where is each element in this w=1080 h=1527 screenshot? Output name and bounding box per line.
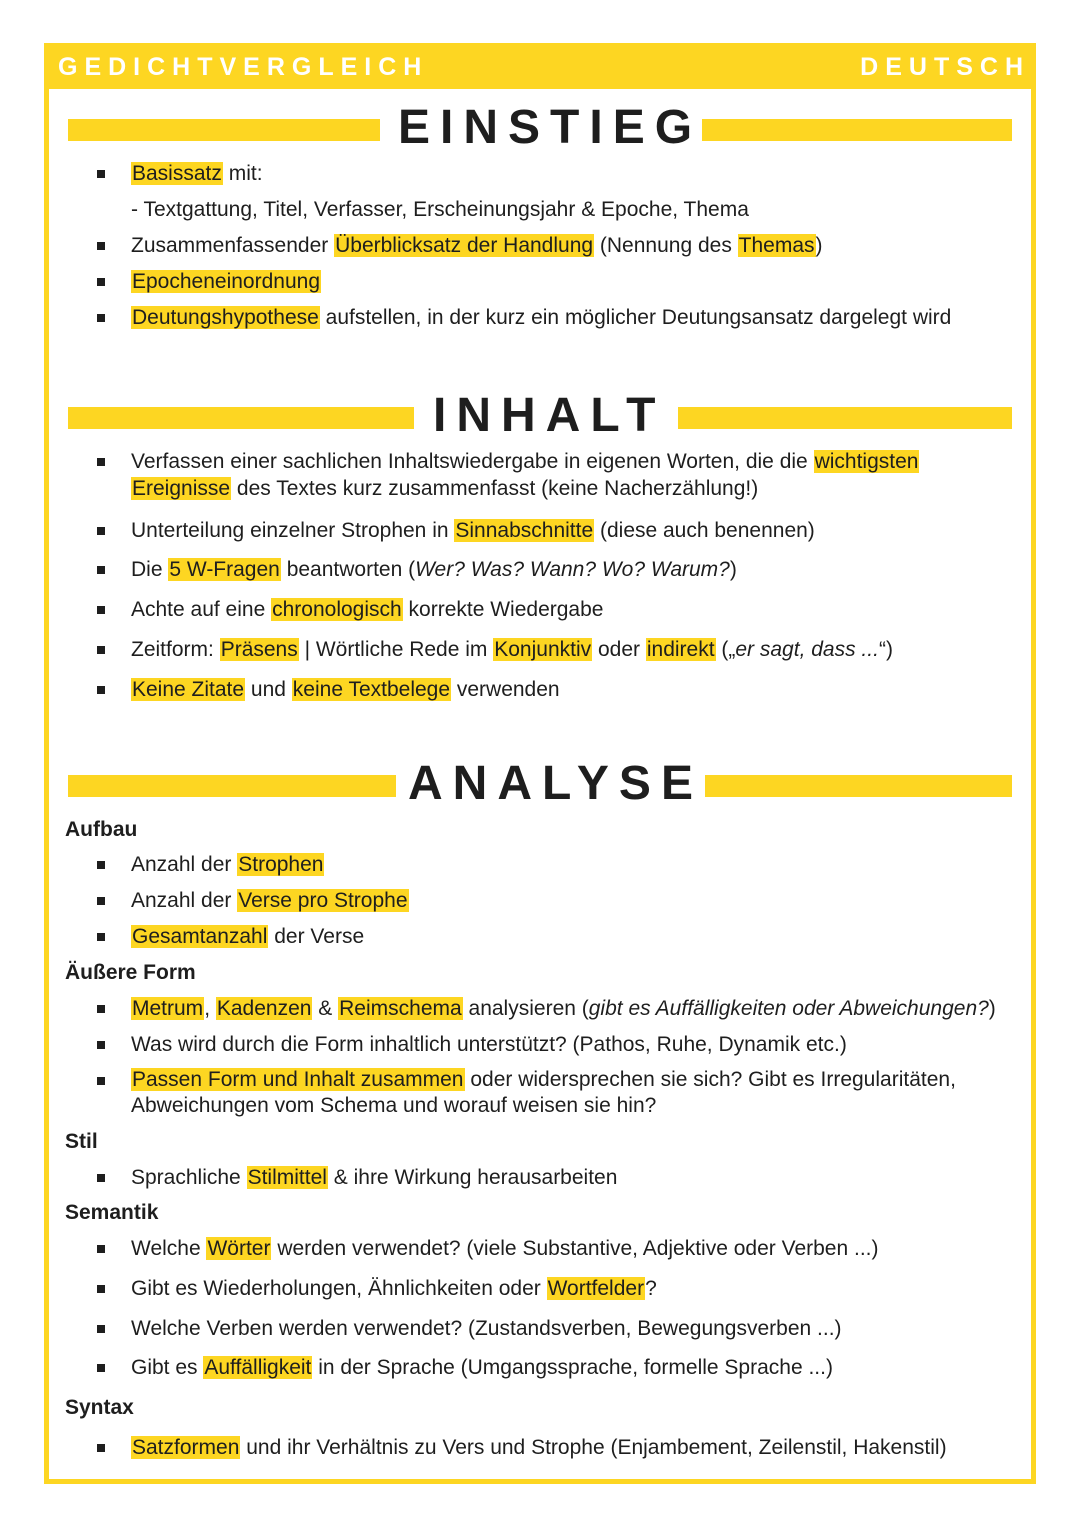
subsection-label-form: Äußere Form xyxy=(65,961,196,984)
header-right-title: DEUTSCH xyxy=(860,53,1030,81)
section-title: INHALT xyxy=(433,389,666,442)
list-item: Deutungshypothese aufstellen, in der kurz ein möglicher Deutungsansatz dargelegt wird xyxy=(132,306,952,329)
highlight: Wörter xyxy=(207,1237,271,1260)
bullet-icon xyxy=(97,861,105,869)
list-item: Zeitform: Präsens | Wörtliche Rede im Konjunktiv oder indirekt („er sagt, dass ...“) xyxy=(131,638,893,661)
bullet-icon xyxy=(97,242,105,250)
heading-bar-left xyxy=(68,407,414,429)
list-item: Keine Zitate und keine Textbelege verwenden xyxy=(132,678,560,701)
subsection-label-aufbau: Aufbau xyxy=(65,818,138,841)
highlight: Ereignisse xyxy=(132,477,231,500)
highlight: Präsens xyxy=(220,638,298,661)
list-item: Was wird durch die Form inhaltlich unterstützt? (Pathos, Ruhe, Dynamik etc.) xyxy=(131,1033,847,1056)
bullet-icon xyxy=(97,1174,105,1182)
bullet-icon xyxy=(97,1364,105,1372)
list-item: Anzahl der Strophen xyxy=(131,853,324,876)
list-item: Welche Verben werden verwendet? (Zustandsverben, Bewegungsverben ...) xyxy=(131,1317,842,1340)
section-heading-analyse xyxy=(68,756,1012,812)
highlight: Deutungshypothese xyxy=(132,306,319,329)
subsection-label-stil: Stil xyxy=(65,1130,98,1153)
list-item: Sprachliche Stilmittel & ihre Wirkung herausarbeiten xyxy=(131,1166,618,1189)
highlight: Reimschema xyxy=(339,997,462,1020)
list-subitem: - Textgattung, Titel, Verfasser, Erscheinungsjahr & Epoche, Thema xyxy=(131,198,749,221)
highlight: Passen Form und Inhalt zusammen xyxy=(132,1068,464,1091)
highlight: Keine Zitate xyxy=(132,678,245,701)
bullet-icon xyxy=(97,1245,105,1253)
bullet-icon xyxy=(97,314,105,322)
highlight: Themas xyxy=(738,234,815,257)
heading-bar-right xyxy=(678,407,1012,429)
list-item: Passen Form und Inhalt zusammen oder widersprechen sie sich? Gibt es Irregularitäten, Abweichungen vom Schema und worauf weisen sie hin? xyxy=(131,1068,956,1117)
heading-bar-right xyxy=(705,775,1012,797)
list-item: Basissatz mit: xyxy=(132,162,263,185)
list-item xyxy=(131,268,1011,295)
highlight: Konjunktiv xyxy=(494,638,592,661)
list-item: Gibt es Auffälligkeit in der Sprache (Umgangssprache, formelle Sprache ...) xyxy=(131,1356,833,1379)
section-title: EINSTIEG xyxy=(398,101,703,154)
list-item: Satzformen und ihr Verhältnis zu Vers und Strophe (Enjambement, Zeilenstil, Hakenstil) xyxy=(132,1436,947,1459)
list-item: Anzahl der Verse pro Strophe xyxy=(131,889,408,912)
highlight: indirekt xyxy=(646,638,715,661)
bullet-icon xyxy=(97,566,105,574)
bullet-icon xyxy=(97,170,105,178)
highlight: Auffälligkeit xyxy=(204,1356,312,1379)
highlight: Wortfelder xyxy=(547,1277,645,1300)
header-bar xyxy=(44,43,1036,89)
bullet-icon xyxy=(97,1041,105,1049)
bullet-icon xyxy=(97,933,105,941)
bullet-icon xyxy=(97,646,105,654)
subsection-label-semantik: Semantik xyxy=(65,1201,159,1224)
list-item: Metrum, Kadenzen & Reimschema analysieren (gibt es Auffälligkeiten oder Abweichungen?) xyxy=(132,997,996,1020)
highlight: Verse pro Strophe xyxy=(238,889,408,912)
list-item: Welche Wörter werden verwendet? (viele Substantive, Adjektive oder Verben ...) xyxy=(131,1237,879,1260)
highlight: chronologisch xyxy=(272,598,402,621)
list-item: Verfassen einer sachlichen Inhaltswiedergabe in eigenen Worten, die die wichtigsten Ereignisse des Textes kurz zusammenfasst (keine Nacherzählung!) xyxy=(131,450,919,500)
list-item: Gibt es Wiederholungen, Ähnlichkeiten oder Wortfelder? xyxy=(131,1277,657,1300)
bullet-icon xyxy=(97,686,105,694)
highlight: wichtigsten xyxy=(814,450,919,473)
list-item: Die 5 W-Fragen beantworten (Wer? Was? Wann? Wo? Warum?) xyxy=(131,558,737,581)
heading-bar-left xyxy=(68,119,380,141)
bullet-icon xyxy=(97,897,105,905)
section-heading-einstieg xyxy=(68,100,1012,156)
list-item: Gesamtanzahl der Verse xyxy=(132,925,365,948)
bullet-icon xyxy=(97,1077,105,1085)
highlight: Gesamtanzahl xyxy=(132,925,268,948)
bullet-icon xyxy=(97,458,105,466)
list-item: Achte auf eine chronologisch korrekte Wiedergabe xyxy=(131,598,604,621)
subsection-label-syntax: Syntax xyxy=(65,1396,134,1419)
bullet-icon xyxy=(97,606,105,614)
highlight: Satzformen xyxy=(132,1436,240,1459)
highlight: 5 W-Fragen xyxy=(169,558,280,581)
highlight: Epocheneinordnung xyxy=(132,270,320,293)
highlight: Strophen xyxy=(238,853,324,876)
bullet-icon xyxy=(97,1325,105,1333)
heading-bar-right xyxy=(702,119,1012,141)
header-left-title: GEDICHTVERGLEICH xyxy=(58,53,429,81)
bullet-icon xyxy=(97,278,105,286)
highlight: Kadenzen xyxy=(216,997,312,1020)
highlight: Stilmittel xyxy=(247,1166,327,1189)
list-item: Zusammenfassender Überblicksatz der Handlung (Nennung des Themas) xyxy=(131,234,823,257)
bullet-icon xyxy=(97,1444,105,1452)
bullet-icon xyxy=(97,1285,105,1293)
list-item: Unterteilung einzelner Strophen in Sinnabschnitte (diese auch benennen) xyxy=(131,519,815,542)
section-title: ANALYSE xyxy=(408,757,703,810)
bullet-icon xyxy=(97,527,105,535)
bullet-icon xyxy=(97,1005,105,1013)
highlight: Basissatz xyxy=(132,162,222,185)
highlight: Überblicksatz der Handlung xyxy=(335,234,594,257)
highlight: Sinnabschnitte xyxy=(455,519,594,542)
highlight: keine Textbelege xyxy=(292,678,451,701)
heading-bar-left xyxy=(68,775,396,797)
section-heading-inhalt xyxy=(68,388,1012,444)
highlight: Metrum xyxy=(132,997,204,1020)
